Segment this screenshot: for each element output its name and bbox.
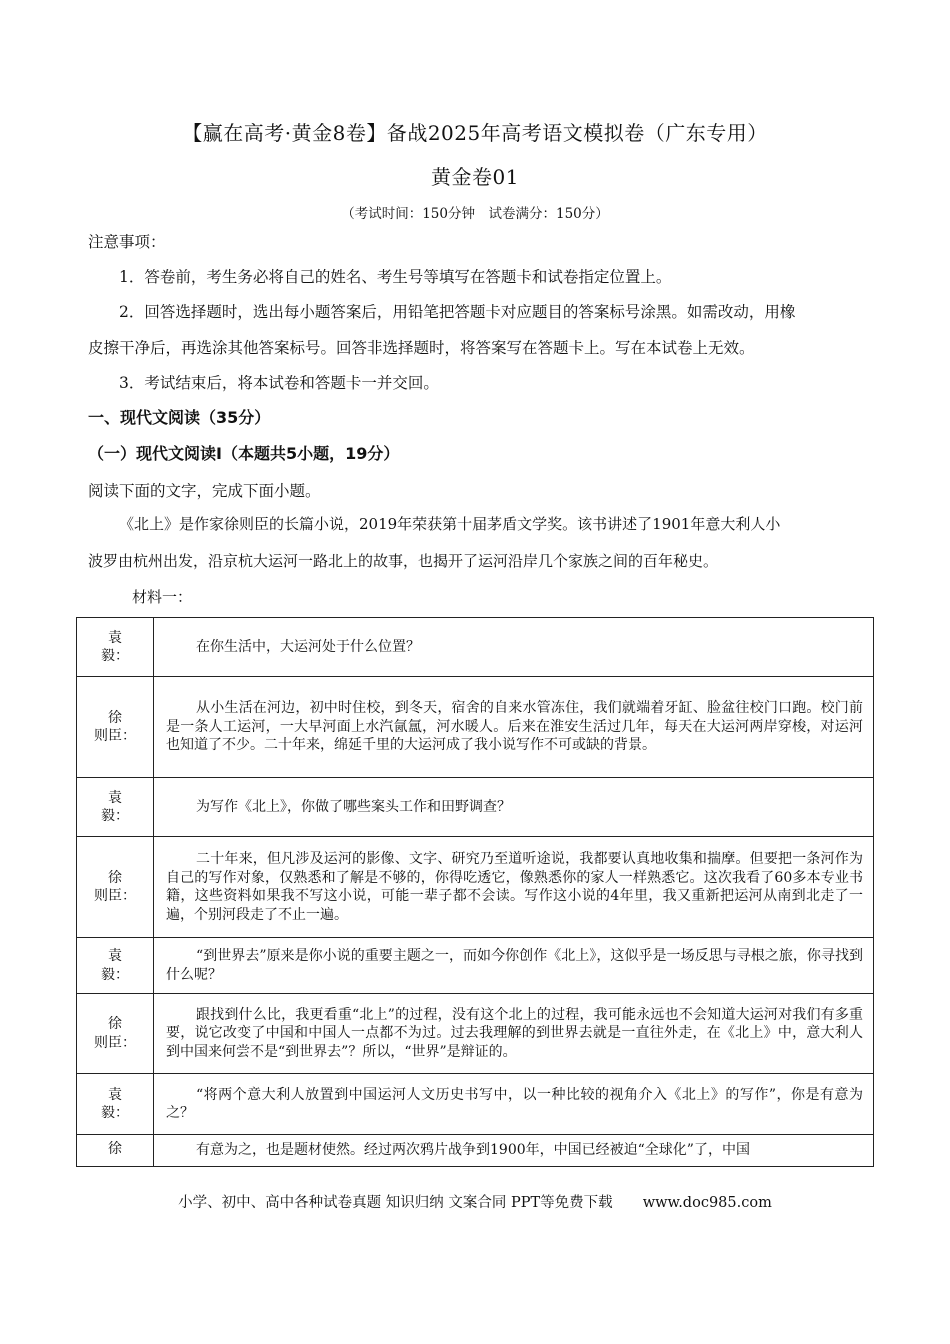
- page-footer: [0, 1191, 950, 1212]
- notice-item-1: 1．答卷前，考生务必将自己的姓名、考生号等填写在答题卡和试卷指定位置上。: [119, 268, 672, 286]
- speaker-name-b: 毅：: [101, 648, 129, 664]
- speaker-cell: [77, 618, 154, 677]
- table-row: [77, 994, 874, 1074]
- table-row: [77, 837, 874, 938]
- reading-instruction: 阅读下面的文字，完成下面小题。: [88, 482, 321, 500]
- speaker-name-b: 则臣：: [94, 888, 136, 904]
- dialogue-text: “到世界去”原来是你小说的重要主题之一，而如今你创作《北上》，这似乎是一场反思与寻根之旅，你寻找到什么呢？: [154, 938, 874, 994]
- exam-info: （考试时间：150分钟 试卷满分：150分）: [341, 206, 609, 222]
- speaker-name-b: 则臣：: [94, 728, 136, 744]
- speaker-name-a: 袁: [108, 1086, 122, 1103]
- speaker-name-b: 毅：: [101, 808, 129, 824]
- speaker-cell: [77, 837, 154, 938]
- table-row: [77, 778, 874, 837]
- table-row: [77, 938, 874, 994]
- speaker-cell: [77, 677, 154, 778]
- dialogue-text: 从小生活在河边，初中时住校，到冬天，宿舍的自来水管冻住，我们就端着牙缸、脸盆往校门口跑。校门前是一条人工运河，一大早河面上水汽氤氲，河水暖人。后来在淮安生活过几年，每天在大运河两岸穿梭，对运河也知道了不少。二十年来，绵延千里的大运河成了我小说写作不可或缺的背景。: [154, 677, 874, 778]
- dialogue-text: 为写作《北上》，你做了哪些案头工作和田野调查？: [154, 778, 874, 837]
- notice-item-2-line-1: 2．回答选择题时，选出每小题答案后，用铅笔把答题卡对应题目的答案标号涂黑。如需改动，用橡: [119, 303, 796, 321]
- speaker-name-a: 徐: [108, 709, 122, 726]
- speaker-name-a: 徐: [108, 869, 122, 886]
- speaker-name-b: 毅：: [101, 1105, 129, 1121]
- speaker-cell: [77, 778, 154, 837]
- subsection-heading: （一）现代文阅读Ⅰ（本题共5小题，19分）: [88, 444, 400, 463]
- notice-item-2-line-2: 皮擦干净后，再选涂其他答案标号。回答非选择题时，将答案写在答题卡上。写在本试卷上无效。: [88, 339, 755, 357]
- speaker-name-a: 袁: [108, 629, 122, 646]
- notice-item-3: 3．考试结束后，将本试卷和答题卡一并交回。: [119, 374, 439, 392]
- dialogue-text: 有意为之，也是题材使然。经过两次鸦片战争到1900年，中国已经被迫“全球化”了，中国: [154, 1135, 874, 1167]
- speaker-name-b: 则臣：: [94, 1034, 136, 1051]
- speaker-name-a: 袁: [108, 789, 122, 806]
- speaker-cell: [77, 938, 154, 994]
- intro-line-2: 波罗由杭州出发，沿京杭大运河一路北上的故事，也揭开了运河沿岸几个家族之间的百年秘史。: [88, 552, 719, 570]
- footer-text: 小学、初中、高中各种试卷真题 知识归纳 文案合同 PPT等免费下载: [178, 1195, 613, 1211]
- exam-title: 【赢在高考·黄金8卷】备战2025年高考语文模拟卷（广东专用）: [182, 121, 768, 145]
- material-label: 材料一：: [132, 588, 193, 606]
- speaker-name-a: 徐: [108, 1016, 122, 1032]
- speaker-cell: [77, 1074, 154, 1135]
- exam-subtitle: 黄金卷01: [431, 165, 519, 189]
- dialogue-text: 二十年来，但凡涉及运河的影像、文字、研究乃至道听途说，我都要认真地收集和揣摩。但要把一条河作为自己的写作对象，仅熟悉和了解是不够的，你得吃透它，像熟悉你的家人一样熟悉它。这次我看了60多本专业书籍，这些资料如果我不写这小说，可能一辈子都不会读。写作这小说的4年里，我又重新把运河从南到北走了一遍，个别河段走了不止一遍。: [154, 837, 874, 938]
- footer-url[interactable]: www.doc985.com: [642, 1195, 772, 1211]
- intro-line-1: 《北上》是作家徐则臣的长篇小说，2019年荣获第十届茅盾文学奖。该书讲述了1901年意大利人小: [119, 515, 781, 533]
- speaker-cell: [77, 994, 154, 1074]
- speaker-name-b: 毅：: [101, 966, 129, 983]
- dialogue-text: “将两个意大利人放置到中国运河人文历史书写中，以一种比较的视角介入《北上》的写作”，你是有意为之？: [154, 1074, 874, 1135]
- speaker-cell: [77, 1135, 154, 1167]
- table-row: [77, 618, 874, 677]
- speaker-name-a: 徐: [108, 1141, 122, 1157]
- dialogue-text: 在你生活中，大运河处于什么位置？: [154, 618, 874, 677]
- interview-table: [76, 617, 874, 1167]
- table-row: [77, 1135, 874, 1167]
- table-row: [77, 1074, 874, 1135]
- notice-heading: 注意事项：: [88, 233, 166, 251]
- dialogue-text: 跟找到什么比，我更看重“北上”的过程，没有这个北上的过程，我可能永远也不会知道大运河对我们有多重要，说它改变了中国和中国人一点都不为过。过去我理解的到世界去就是一直往外走，在《北上》中，意大利人到中国来何尝不是“到世界去”？所以，“世界”是辩证的。: [154, 994, 874, 1074]
- section-heading: 一、现代文阅读（35分）: [88, 408, 271, 427]
- speaker-name-a: 袁: [108, 948, 122, 964]
- table-row: [77, 677, 874, 778]
